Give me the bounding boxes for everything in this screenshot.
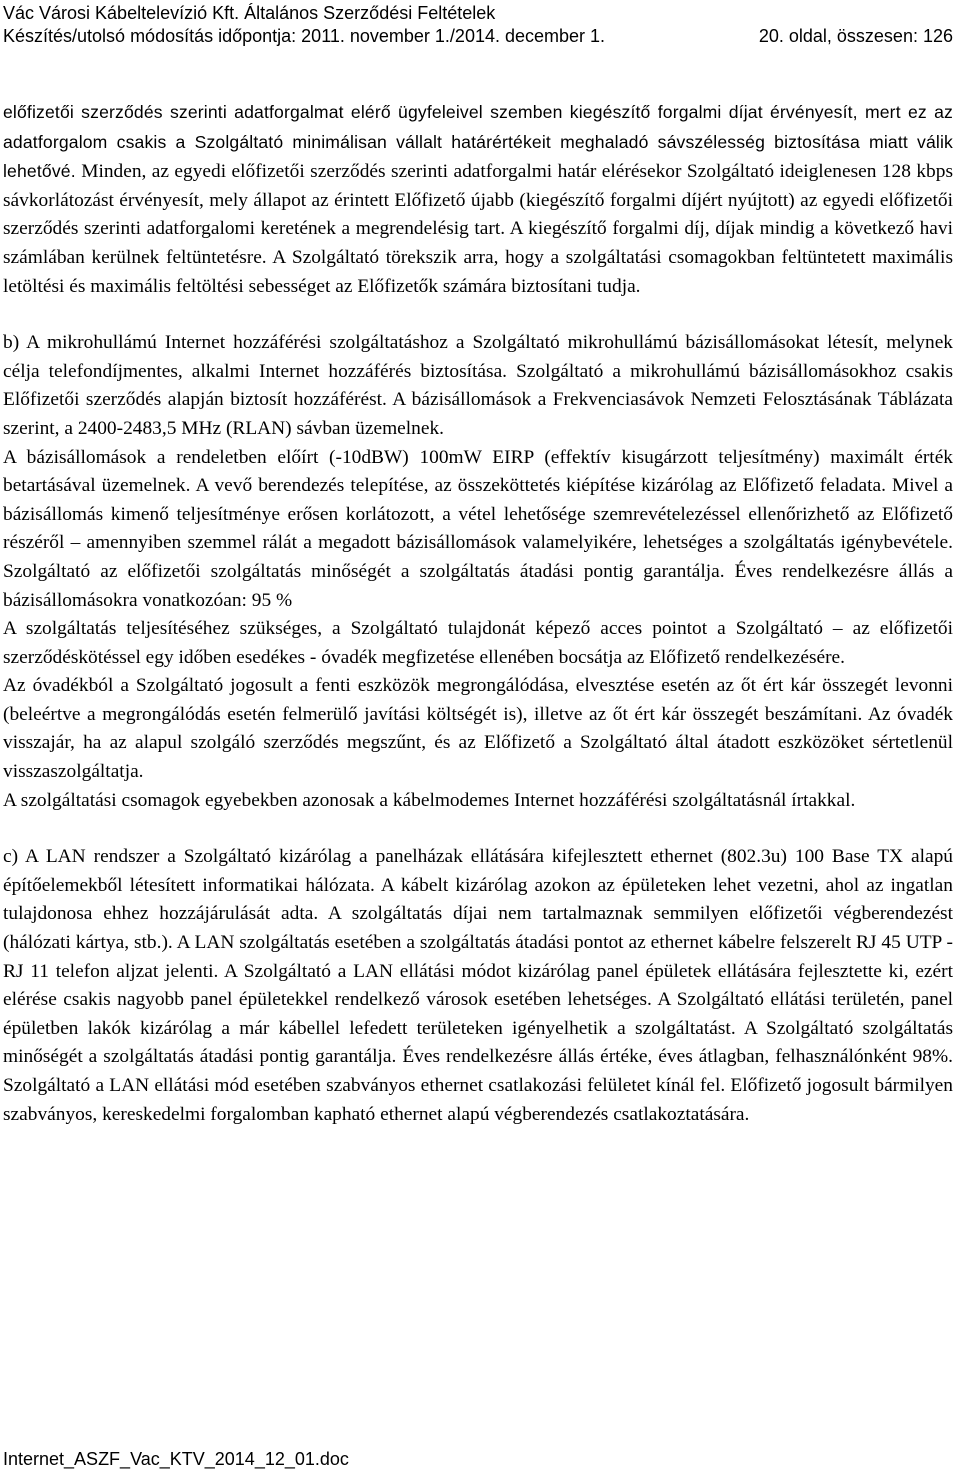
paragraph-access-point: A szolgáltatás teljesítéséhez szükséges, a Szolgáltató tulajdonát képező acces pointot a Szolgáltató – az előfizetői szerződéskötéssel egy időben esedékes - óvadék megfizetése ellenében bocsátja az Előfizető rendelkezésére. xyxy=(3,618,953,668)
page-footer-filename: Internet_ASZF_Vac_KTV_2014_12_01.doc xyxy=(3,1449,349,1469)
page-number: 20. oldal, összesen: 126 xyxy=(758,26,953,46)
paragraph-lan-system: c) A LAN rendszer a Szolgáltató kizárólag a panelházak ellátására kifejlesztett ethernet (802.3u) 100 Base TX alapú építőelemekből létesített informatikai hálózata. A kábelt kizárólag azokon az épületeken lehet vezetni, ahol az ingatlan tulajdonosa ehhez hozzájárulását adta. A szolgáltatás díjai nem tartalmaznak semmilyen előfizetői végberendezést (hálózati kártya, stb.). A LAN szolgáltatás esetében a szolgáltatás átadási pontot az ethernet kábelre felszerelt RJ 45 UTP - RJ 11 telefon aljzat jelenti. A Szolgáltató a LAN ellátási módot kizárólag panel épületek ellátására fejlesztette ki, ezért elérése csakis nagyobb panel épületekkel rendelkező városok esetében lehetséges. A Szolgáltató ellátási területén, panel épületben lakók kizárólag a már kábellel lefedett területeken igényelhetik a szolgáltatást. A Szolgáltató szolgáltatás minőségét a szolgáltatás átadási pontig garantálja. Éves rendelkezésre állás értéke, éves átlagban, felhasználónként 98%. Szolgáltató a LAN ellátási mód esetében szabványos ethernet csatlakozási felületet kínál fel. Előfizető jogosult bármilyen szabványos, kereskedelmi forgalomban kapható ethernet alapú végberendezés csatlakoztatására. xyxy=(3,846,953,1125)
page-header xyxy=(3,2,953,48)
paragraph-data-traffic xyxy=(3,98,953,301)
paragraph-spacer xyxy=(3,815,953,843)
paragraph-deposit: Az óvadékból a Szolgáltató jogosult a fenti eszközök megrongálódása, elvesztése esetén az őt ért kár összegét levonni (beleértve a megrongálódás esetén felmerülő javítási költségét is), illetve az őt ért kár összegét beszámítani. Az óvadék visszajár, ha az alapul szolgáló szerződés megszűnt, és az Előfizető a Szolgáltató által átadott eszközöket sértetlenül visszaszolgáltatja. xyxy=(3,675,953,783)
document-body xyxy=(3,98,953,1129)
header-meta-row xyxy=(3,25,953,48)
paragraph-microwave-internet: b) A mikrohullámú Internet hozzáférési szolgáltatáshoz a Szolgáltató mikrohullámú bázisállomásokat létesít, melynek célja telefondíjmentes, alkalmi Internet hozzáférés biztosítása. Szolgáltató a mikrohullámú bázisállomásokhoz csakis Előfizetői szerződés alapján biztosít hozzáférést. A bázisállomások a Frekvenciasávok Nemzeti Felosztásának Táblázata szerint, a 2400-2483,5 MHz (RLAN) sávban üzemelnek. xyxy=(3,332,953,439)
document-title: Vác Városi Kábeltelevízió Kft. Általános Szerződési Feltételek xyxy=(3,3,496,23)
paragraph-data-traffic-sans-part: előfizetői szerződés szerinti adatforgalmat elérő ügyfeleivel szemben kiegészítő forgalmi díjat érvényesít, mert ez az adatforgalom csakis a Szolgáltató minimálisan vállalt határértékeit meghaladó sávszélesség biztosítása miatt válik lehetővé. xyxy=(3,102,953,182)
paragraph-spacer xyxy=(3,301,953,329)
paragraph-service-packages: A szolgáltatási csomagok egyebekben azonosak a kábelmodemes Internet hozzáférési szolgáltatásnál írtakkal. xyxy=(3,789,856,811)
paragraph-data-traffic-serif-part: Minden, az egyedi előfizetői szerződés szerinti adatforgalmi határ elérésekor Szolgáltató ideiglenesen 128 kbps sávkorlátozást érvényesít, mely állapot az érintett Előfizető újabb (kiegészítő forgalmi díjért nyújtott) az egyedi előfizetői szerződés szerinti adatforgalomi keretének a megrendelésig tart. A kiegészítő forgalmi díj, díjak mindig a következő havi számlában kerülnek feltüntetésre. A Szolgáltató törekszik arra, hogy a szolgáltatási csomagokban feltüntetett maximális letöltési és maximális feltöltési sebességet az Előfizetők számára biztosítani tudja. xyxy=(3,161,953,297)
paragraph-base-stations: A bázisállomások a rendeletben előírt (-10dBW) 100mW EIRP (effektív kisugárzott teljesítmény) maximált érték betartásával üzemelnek. A vevő berendezés telepítése, az összeköttetés kiépítése kizárólag az Előfizető feladata. Mivel a bázisállomás kimenő teljesítménye erősen korlátozott, a vétel lehetősége szemrevételezéssel ellenőrizhető az Előfizető részéről – amennyiben szemmel rálát a megadott bázisállomások valamelyikére, lehetséges a szolgáltatás igénybevétele. Szolgáltató az előfizetői szolgáltatás minőségét a szolgáltatás átadási pontig garantálja. Éves rendelkezésre állás a bázisállomásokra vonatkozóan: 95 % xyxy=(3,446,953,611)
modification-date: Készítés/utolsó módosítás időpontja: 2011. november 1./2014. december 1. xyxy=(3,26,606,46)
